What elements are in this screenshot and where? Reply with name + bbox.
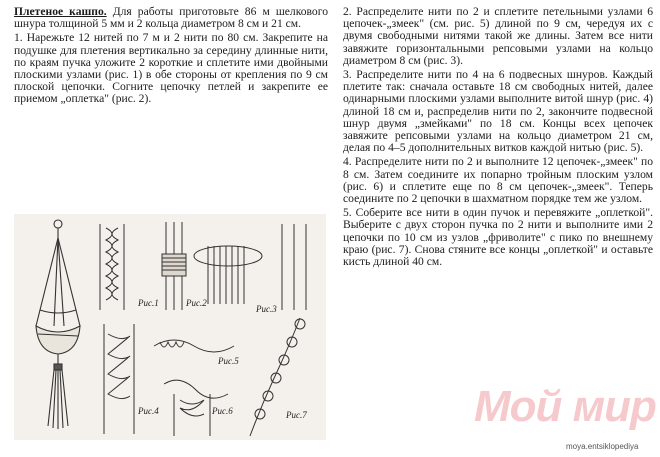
intro-text: Для работы приготовьте 86 м шелкового шнура толщиной 5 мм и 2 кольца диаметром 8 см и 21 см. — [14, 5, 328, 31]
step-1-paragraph: 1. Нарежьте 12 нитей по 7 м и 2 нити по 80 см. Закрепите на подушке для плетения вертикально за середину длинные нити, по краям пучка уложите 2 короткие и сплетите ими двойными плоскими узлами (рис. 1) в обе стороны от крепления по 9 см плоской цепочки. Согните цепочку петлей и закрепите ее приемом „оплетка" (рис. 2). — [14, 31, 328, 106]
figure-1-label: Рис.1 — [138, 298, 159, 308]
figure-4-label: Рис.4 — [138, 406, 159, 416]
figure-4-twist — [104, 324, 134, 434]
planter-drawing — [36, 220, 80, 429]
figure-2-label: Рис.2 — [186, 298, 207, 308]
step-3-paragraph: 3. Распределите нити по 4 на 6 подвесных шнуров. Каждый плетите так: сначала оставьте 18 см свободных нитей, далее одинарными плоскими узлами выполните витой шнур (рис. 4) длиной 18 см и, распределив нити по 2, закончите подвесной шнур двумя „змейками" по 18 см. Концы всех цепочек завяжите репсовыми узлами на кольцо диаметром 21 см, делая по 4–5 дополнительных витков каждой нитью (рис. 5). — [343, 68, 653, 155]
figure-2-wrap — [162, 222, 186, 310]
figure-3-ring — [194, 224, 306, 310]
step-2-paragraph: 2. Распределите нити по 2 и сплетите петельными узлами 6 цепочек-„змеек" (см. рис. 5) длиной по 9 см, чередуя их с двумя свободными нитями такой же длины. Затем все нити завяжите горизонтальными репсовыми узлами на кольцо диаметром 8 см (рис. 3). — [343, 5, 653, 67]
right-text-column — [343, 6, 653, 270]
figure-1-knots — [100, 224, 124, 310]
figure-7-label: Рис.7 — [286, 410, 307, 420]
figure-3-label: Рис.3 — [256, 304, 277, 314]
article-title: Плетеное кашпо. — [14, 5, 107, 18]
figure-5-snake — [154, 340, 234, 398]
step-5-paragraph: 5. Соберите все нити в один пучок и перевяжите „оплеткой". Выберите с двух сторон пучка по 2 нити и выполните ими 2 цепочки по 10 см из узлов „фриволите" с пико по внешнему краю (рис. 7). Снова стяните все концы „оплеткой" и оставьте кисть длиной 40 см. — [343, 206, 653, 269]
intro-paragraph — [14, 6, 328, 30]
figure-6-label: Рис.6 — [212, 406, 233, 416]
figure-6-square — [174, 394, 210, 436]
site-credit: moya.entsiklopediya — [566, 442, 639, 451]
left-text-column — [14, 6, 328, 108]
watermark-logo: Мой мир — [474, 382, 656, 431]
knot-diagrams — [14, 214, 326, 440]
macrame-illustration — [14, 214, 326, 440]
step-4-paragraph: 4. Распределите нити по 2 и выполните 12 цепочек-„змеек" по 8 см. Затем соедините их попарно тройным плоским узлом (рис. 6) и сплетите еще по 8 см цепочек-„змеек". Теперь соедините по 2 цепочки в шахматном порядке тем же узлом. — [343, 155, 653, 206]
figure-5-label: Рис.5 — [218, 356, 239, 366]
